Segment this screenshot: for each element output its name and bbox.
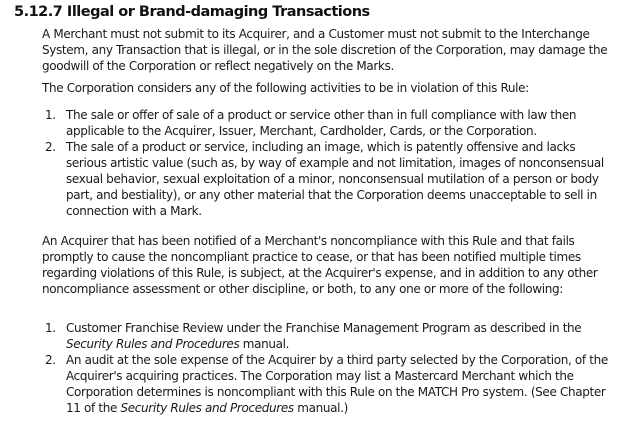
considers-paragraph: The Corporation considers any of the following activities to be in violation of this Rule: [42, 81, 529, 95]
list-number: 1. [45, 108, 56, 122]
section-title: 5.12.7 Illegal or Brand-damaging Transactions [14, 4, 370, 20]
list-item [42, 139, 618, 219]
list-number: 1. [45, 321, 56, 335]
acquirer-paragraph: An Acquirer that has been notified of a Merchant's noncompliance with this Rule and that fails promptly to cause the noncompliant practice to cease, or that has been notified multiple times regarding violations of this Rule, is subject, at the Acquirer's expense, and in addition to any other noncompliance assessment or other discipline, or both, to any one or more of the following: [42, 234, 598, 296]
manual-title: Security Rules and Procedures [120, 401, 294, 415]
consequences-list [42, 320, 618, 416]
intro-paragraph: A Merchant must not submit to its Acquirer, and a Customer must not submit to the Interchange System, any Transaction that is illegal, or in the sole discretion of the Corporation, may damage the goodwill of the Corporation or reflect negatively on the Marks. [42, 27, 608, 73]
list-item [42, 352, 618, 416]
violations-list [42, 107, 618, 219]
list-number: 2. [45, 353, 56, 367]
list-item-text: Customer Franchise Review under the Franchise Management Program as described in the [66, 321, 582, 335]
list-item [42, 107, 618, 139]
list-number: 2. [45, 140, 56, 154]
list-item-text-tail: manual.) [293, 401, 348, 415]
list-item [42, 320, 618, 352]
list-item-text: The sale of a product or service, including an image, which is patently offensive and lacks serious artistic value (such as, by way of example and not limitation, images of nonconsensual sexual behavior, sexual exploitation of a minor, nonconsensual mutilation of a person or body part, and bestiality), or any other material that the Corporation deems unacceptable to sell in connection with a Mark. [66, 140, 604, 218]
list-item-text: The sale or offer of sale of a product or service other than in full compliance with law then applicable to the Acquirer, Issuer, Merchant, Cardholder, Cards, or the Corporation. [66, 108, 577, 138]
manual-title: Security Rules and Procedures [66, 337, 240, 351]
list-item-text-tail: manual. [239, 337, 290, 351]
list-item-text: An audit at the sole expense of the Acquirer by a third party selected by the Corporation, of the Acquirer's acquiring practices. The Corporation may list a Mastercard Merchant which the Corporation determines is noncompliant with this Rule on the MATCH Pro system. (See Chapter 11 of the [66, 353, 608, 415]
